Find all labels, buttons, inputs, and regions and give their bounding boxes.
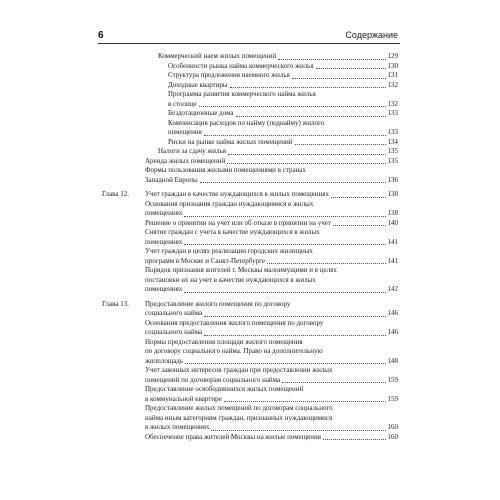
page-ref: 160 [387,423,398,431]
entry-title-line: Основания признания граждан нуждающимися в жилых [145,199,314,208]
leader-dots [227,163,385,164]
toc-entry[interactable] [0,404,500,433]
leader-dots [204,335,385,336]
toc-entry[interactable] [0,200,500,219]
entry-title-line: социального найма [145,328,203,336]
entry-title-line: Нормы предоставления площади жилого помещения [145,337,303,346]
leader-dots [185,363,385,364]
entry-title-line: в коммунальной квартире [145,394,222,403]
entry-title-line: Риски на рынке найма жилых помещений [168,137,293,146]
entry-title-line: помещениях [145,285,183,293]
page-ref: 129 [387,52,398,60]
entry-title-line: Учет граждан в качестве нуждающихся в жилых помещениях [145,190,329,198]
page-ref: 160 [387,432,398,441]
entry-title-line: Особенности рынка найма коммерческого жилья [168,61,314,70]
toc-entry[interactable] [0,366,500,385]
entry-title-line: найма иным категориям граждан, признанных нуждающимися [145,413,333,422]
toc-entry[interactable] [0,109,500,119]
entry-title-line: помещениях [145,209,183,217]
leader-dots [184,216,385,217]
entry-title-line: Порядок признания жителей г. Москвы малоимущими и в целях [145,266,337,274]
toc-entry[interactable] [0,119,500,138]
entry-title-line: Предоставление освободившихся жилых помещений [145,385,304,393]
toc-entry[interactable] [0,71,500,81]
toc-entry[interactable] [0,319,500,338]
toc-chapter[interactable] [0,300,500,319]
page-ref: 141 [387,237,398,246]
entry-title-line: Учет законных интересов граждан при предоставлении жилых [145,366,333,374]
running-title: Содержание [345,30,398,40]
page-ref: 146 [387,309,398,317]
entry-title-line: Компенсация расходов по найму (поднайму) жилого [168,118,325,127]
toc-entry[interactable] [0,147,500,157]
toc-entry[interactable] [0,385,500,404]
toc-chapter[interactable] [0,190,500,200]
entry-title-line: Обеспечение права жителей Москвы на жилые помещения [145,432,321,441]
entry-title-line: программ в Москве и Санкт-Петербурге [145,256,265,265]
entry-title-line: Западной Европы [145,175,198,184]
toc-entry[interactable] [0,219,500,229]
toc-entry[interactable] [0,90,500,109]
chapter-number: Глава 12. [102,190,129,198]
toc-entry[interactable] [0,157,500,167]
page-ref: 133 [387,109,398,117]
leader-dots [199,106,386,107]
page-ref: 138 [387,190,398,198]
leader-dots [323,439,386,440]
toc-entry[interactable] [0,62,500,72]
page-ref: 130 [387,61,398,70]
page-ref: 135 [387,156,398,165]
page-ref: 134 [387,137,398,146]
page-ref: 132 [387,99,398,108]
leader-dots [184,244,385,245]
entry-title-line: Структура предложения наемного жилья [168,71,290,79]
page-ref: 142 [387,285,398,293]
entry-title-line: помещения [168,128,202,136]
toc-entry[interactable] [0,228,500,247]
header-divider [98,43,400,44]
toc-entry[interactable] [0,338,500,367]
leader-dots [333,225,386,226]
entry-title-line: Коммерческий наем жилых помещений [158,52,277,60]
entry-title-line: Налоги за сдачу жилья [158,147,226,155]
toc-entry[interactable] [0,247,500,266]
toc-entry[interactable] [0,266,500,295]
entry-title-line: Формы пользования жилыми помещениями в странах [145,166,306,174]
entry-title-line: по договору социального найма. Право на дополнительную [145,347,323,355]
leader-dots [204,316,385,317]
page-ref: 132 [387,80,398,89]
page-ref: 141 [387,256,398,265]
leader-dots [184,292,385,293]
toc-entry[interactable] [0,52,500,62]
entry-title-line: Бездотационные дома [168,109,234,117]
entry-title-line: Снятие граждан с учета в качестве нуждающихся в жилых [145,228,320,236]
leader-dots [267,263,386,264]
leader-dots [282,382,385,383]
page-number: 6 [98,30,104,41]
toc-entry[interactable] [0,166,500,185]
toc-entry[interactable] [0,81,500,91]
leader-dots [228,154,386,155]
page-ref: 133 [387,128,398,136]
leader-dots [278,59,385,60]
entry-title-line: Программа развития коммерческого найма жилья [168,90,316,98]
entry-title-line: помещениях [145,237,183,246]
entry-title-line: в жилых помещениях [145,423,210,431]
entry-title-line: в столице [168,99,197,108]
toc-entry[interactable] [0,138,500,148]
leader-dots [236,116,386,117]
page-ref: 135 [387,147,398,155]
page-ref: 138 [387,209,398,217]
entry-title-line: помещений по договорам социального найма [145,375,281,384]
chapter-number: Глава 13. [102,299,129,308]
entry-title-line: Аренда жилых помещений [145,156,226,165]
leader-dots [200,182,386,183]
entry-title-line: социального найма [145,309,203,317]
table-of-contents [0,52,500,442]
leader-dots [230,87,386,88]
toc-entry[interactable] [0,433,500,443]
page-ref: 159 [387,394,398,403]
leader-dots [331,197,386,198]
entry-title-line: Предоставление жилого помещения по договору [145,299,291,308]
page-ref: 159 [387,375,398,384]
entry-title-line: жилплощадь [145,356,184,365]
entry-title-line: Основания предоставления жилого помещения по договору [145,318,324,327]
entry-title-line: Учет граждан в целях реализации городских жилищных [145,247,313,255]
page-ref: 148 [387,356,398,365]
leader-dots [292,78,386,79]
leader-dots [204,135,386,136]
entry-title-line: Доходные квартиры [168,80,228,89]
entry-title-line: Решение о принятии на учет или об отказе в принятии на учет [145,218,331,227]
entry-title-line: Предоставление жилых помещений по договорам социального [145,404,333,412]
page-ref: 140 [387,218,398,227]
page-ref: 131 [387,71,398,79]
leader-dots [316,68,386,69]
page-ref: 136 [387,175,398,184]
leader-dots [224,401,386,402]
entry-title-line: постановки их на учет в качестве нуждающихся в жилых [145,275,316,284]
leader-dots [295,144,386,145]
page-ref: 146 [387,328,398,336]
leader-dots [211,430,385,431]
